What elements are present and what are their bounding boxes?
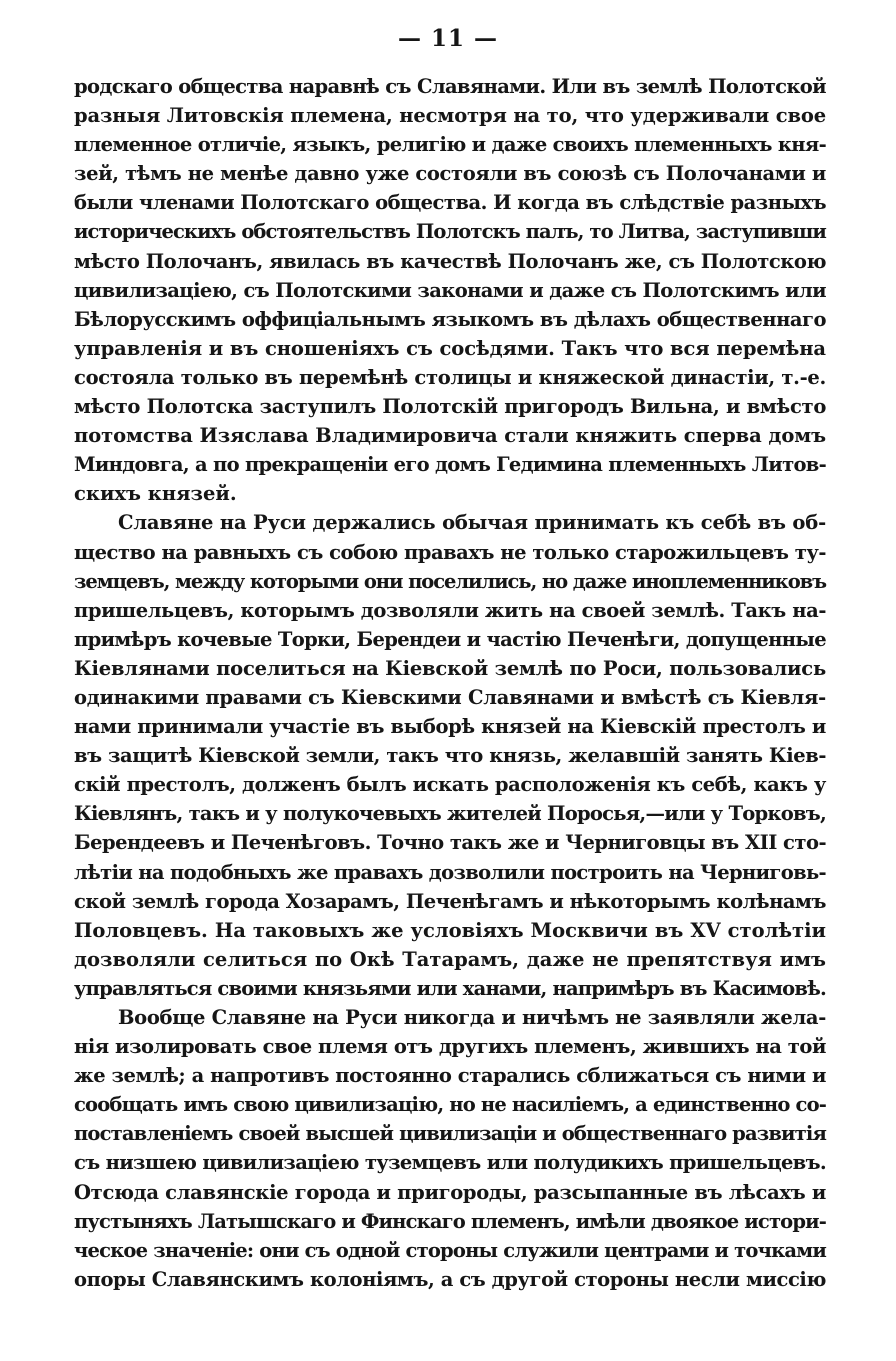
text-line: цивилизаціею, съ Полотскими законами и даже съ Полотскимъ или xyxy=(74,278,827,302)
text-line: опоры Славянскимъ колоніямъ, а съ другой стороны несли миссію xyxy=(74,1267,826,1291)
text-line: Миндовга, а по прекращеніи его домъ Гедимина племенныхъ Литов- xyxy=(74,453,826,477)
text-line: нами принимали участіе въ выборѣ князей на Кіевскій престолъ и xyxy=(74,715,826,739)
text-line: пришельцевъ, которымъ дозволяли жить на своей землѣ. Такъ на- xyxy=(74,598,827,622)
text-line: историческихъ обстоятельствъ Полотскъ палъ, то Литва, заступивши xyxy=(74,220,826,244)
text-line: Кіевлянъ, такъ и у полукочевыхъ жителей Поросья,—или у Торковъ, xyxy=(74,802,827,826)
text-line: родскаго общества наравнѣ съ Славянами. Или въ землѣ Полотской xyxy=(74,75,826,98)
text-line: были членами Полотскаго общества. И когда въ слѣдствіе разныхъ xyxy=(74,191,827,215)
text-line: лѣтіи на подобныхъ же правахъ дозволили построить на Черниговь- xyxy=(74,860,827,884)
text-line: скихъ князей. xyxy=(74,482,237,506)
text-line: въ защитѣ Кіевской земли, такъ что князь, желавшій занять Кіев- xyxy=(74,744,827,768)
text-line: разныя Литовскія племена, несмотря на то, что удерживали свое xyxy=(74,104,826,128)
text-line: Славяне на Руси держались обычая принимать къ себѣ въ об- xyxy=(118,511,826,535)
text-line: съ низшею цивилизаціею туземцевъ или полудикихъ пришельцевъ. xyxy=(74,1151,826,1175)
text-line: сообщать имъ свою цивилизацію, но не насиліемъ, а единственно со- xyxy=(74,1093,827,1117)
text-line: щество на равныхъ съ собою правахъ не только старожильцевъ ту- xyxy=(74,540,827,564)
text-line: примѣръ кочевые Торки, Берендеи и частію Печенѣги, допущенные xyxy=(74,627,827,651)
text-line: управляться своими князьями или ханами, напримѣръ въ Касимовѣ. xyxy=(74,976,826,1000)
body-text xyxy=(74,72,826,1294)
text-line: Бѣлорусскимъ оффиціальнымъ языкомъ въ дѣлахъ общественнаго xyxy=(74,307,827,331)
text-line: зей, тѣмъ не менѣе давно уже состояли въ союзѣ съ Полочанами и xyxy=(74,162,826,186)
text-line: мѣсто Полотска заступилъ Полотскій пригородъ Вильна, и вмѣсто xyxy=(74,395,827,419)
page-number: — 11 — xyxy=(397,25,499,52)
text-line: потомства Изяслава Владимировича стали княжить сперва домъ xyxy=(74,424,826,448)
text-line: Берендеевъ и Печенѣговъ. Точно такъ же и Черниговцы въ XII сто- xyxy=(74,831,827,855)
text-line: Отсюда славянскіе города и пригороды, разсыпанные въ лѣсахъ и xyxy=(74,1180,826,1204)
text-line: дозволяли селиться по Окѣ Татарамъ, даже не препятствуя имъ xyxy=(74,947,826,971)
text-line: нія изолировать свое племя отъ другихъ племенъ, жившихъ на той xyxy=(74,1035,826,1059)
text-line: земцевъ, между которыми они поселились, но даже иноплеменниковъ xyxy=(74,569,826,593)
text-line: Половцевъ. На таковыхъ же условіяхъ Москвичи въ XV столѣтіи xyxy=(74,918,826,942)
text-line: племенное отличіе, языкъ, религію и даже своихъ племенныхъ кня- xyxy=(74,133,826,157)
text-line: одинакими правами съ Кіевскими Славянами и вмѣстѣ съ Кіевля- xyxy=(74,685,826,709)
text-line: пустыняхъ Латышскаго и Финскаго племенъ, имѣли двоякое истори- xyxy=(74,1209,826,1233)
text-line: состояла только въ перемѣнѣ столицы и княжеской династіи, т.-е. xyxy=(74,365,827,389)
text-line: поставленіемъ своей высшей цивилизаціи и общественнаго развитія xyxy=(74,1122,827,1146)
text-line: Вообще Славяне на Руси никогда и ничѣмъ не заявляли жела- xyxy=(118,1006,826,1029)
text-line: мѣсто Полочанъ, явилась въ качествѣ Полочанъ же, съ Полотскою xyxy=(74,249,826,273)
text-line: скій престолъ, долженъ былъ искать расположенія къ себѣ, какъ у xyxy=(74,773,827,797)
text-line: же землѣ; а напротивъ постоянно старались сближаться съ ними и xyxy=(74,1064,827,1088)
text-line: управленія и въ сношеніяхъ съ сосѣдями. Такъ что вся перемѣна xyxy=(74,336,826,360)
text-line: ческое значеніе: они съ одной стороны служили центрами и точками xyxy=(74,1238,827,1262)
text-line: ской землѣ города Хозарамъ, Печенѣгамъ и нѣкоторымъ колѣнамъ xyxy=(74,889,826,913)
text-line: Кіевлянами поселиться на Кіевской землѣ по Роси, пользовались xyxy=(74,656,826,680)
